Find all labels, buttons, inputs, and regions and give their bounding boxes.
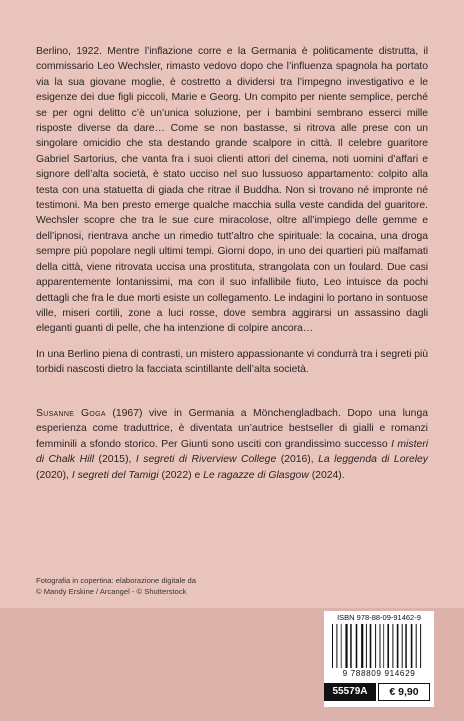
book-year: (2024). <box>308 469 345 481</box>
book-year: (2022) e <box>158 469 204 481</box>
book-title: La leggenda di Loreley <box>318 454 429 466</box>
barcode-image <box>330 624 428 668</box>
photo-credits <box>36 575 276 597</box>
synopsis <box>36 44 428 378</box>
book-title: I misteri di Chalk Hill <box>36 438 428 466</box>
book-title: I segreti di Riverview College <box>135 454 277 466</box>
book-year: (2016), <box>276 454 319 466</box>
book-title: Le ragazze di Glasgow <box>203 469 309 481</box>
synopsis-teaser: In una Berlino piena di contrasti, un mistero appassionante vi condurrà tra i segreti più torbidi nascosti dietro la facciata scintillante dell’alta società. <box>36 348 428 376</box>
book-year: (2020), <box>36 469 72 481</box>
isbn-label: ISBN 978-88-09-91462-9 <box>337 613 421 622</box>
author-bio-text: (1967) vive in Germania a Mönchengladbach. Dopo una lunga esperienza come traduttrice, è diventata un’autrice bestseller di gialli e romanzi femminili a sfondo storico. Per Giunti sono usciti con grandissimo successo <box>36 408 429 450</box>
book-year: (2015), <box>94 454 136 466</box>
author-bio-paragraph <box>36 406 428 483</box>
photo-credits-line: Fotografia in copertina: elaborazione digitale da <box>36 576 196 585</box>
synopsis-paragraph: Berlino, 1922. Mentre l’inflazione corre e la Germania è politicamente distrutta, il commissario Leo Wechsler, rimasto vedovo dopo che l’influenza spagnola ha portato via la sua giovane moglie, è costretto a dividersi tra l’impegno investigativo e le esigenze dei due figli piccoli, Marie e Georg. Un compito per niente semplice, perché se per ogni delitto c’è un’unica soluzione, per i bambini sembrano esserci mille risposte diverse da dare… Come se non bastasse, si ritrova alle prese con un singolare omicidio che sta destando grande scalpore in città. Il celebre guaritore Gabriel Sartorius, che vanta fra i suoi clienti attori del cinema, noti uomini d’affari e signore dell’alta società, è stato ucciso nel suo lussuoso appartamento: colpito alla testa con una statuetta di giada che ritrae il Buddha. Non si trovano né impronte né testimoni. Ma ben presto emerge qualche macchia sulla veste candida del guaritore. Wechsler scopre che tra le sue cure miracolose, oltre all’impiego delle gemme e dell’ipnosi, rientrava anche un rimedio tutt’altro che spirituale: la cocaina, una droga sempre più popolare negli ultimi tempi. Giorni dopo, in uno dei quartieri più malfamati della città, viene ritrovata uccisa una prostituta, strangolata con un foulard. Due casi apparentemente lontanissimi, ma con il suo infallibile fiuto, Leo intuisce da pochi dettagli che fra le due morti esiste un collegamento. Le indagini lo portano in sontuose ville, miseri cortili, zone a luci rosse, dove sembra aggirarsi un assassino dagli eleganti guanti di pelle, che ha intenzione di colpire ancora… <box>36 46 428 335</box>
barcode-panel <box>324 611 434 707</box>
photo-credits-line: © Mandy Erskine / Arcangel - © Shutterstock <box>36 587 187 596</box>
book-title: I segreti del Tamigi <box>71 469 159 481</box>
product-code: 55579A <box>324 683 376 701</box>
author-name: Susanne Goga <box>36 408 106 419</box>
price-tag: € 9,90 <box>378 683 430 701</box>
barcode-digits: 9 788809 914629 <box>342 669 416 678</box>
author-bio <box>36 406 428 483</box>
